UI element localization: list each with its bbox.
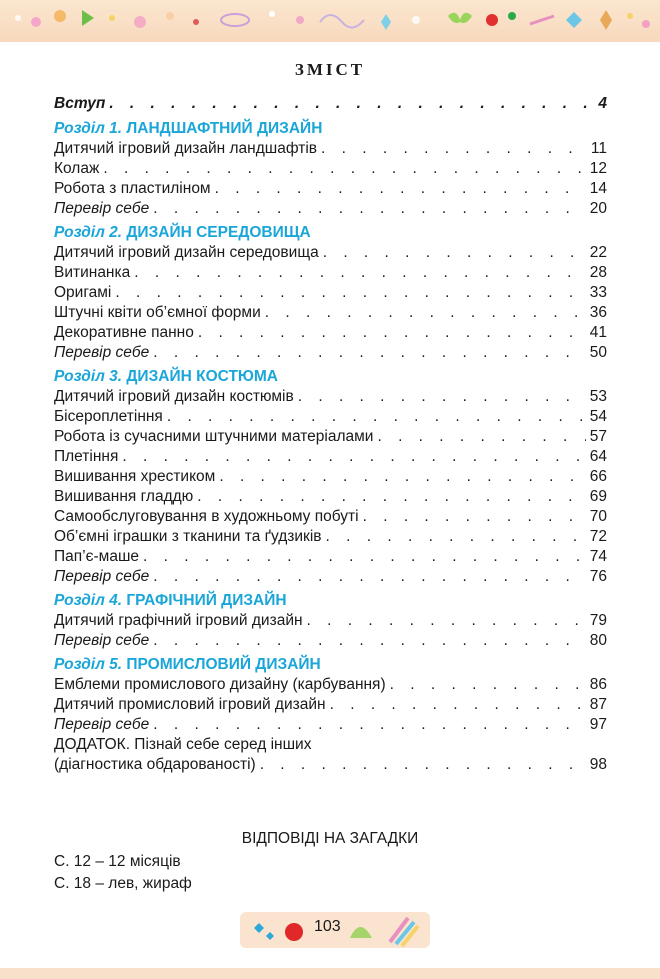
dot-leader [219, 467, 585, 487]
toc-row[interactable] [54, 567, 607, 587]
toc-entry-page: 50 [589, 344, 607, 361]
toc-row[interactable] [54, 547, 607, 567]
toc-entry-label: Колаж [54, 160, 100, 177]
toc-entry-page: 22 [589, 244, 607, 261]
toc-entry-label: Емблеми промислового дизайну (карбування) [54, 676, 386, 693]
toc-entry-page: 98 [589, 756, 607, 773]
toc-entry-label: Перевір себе [54, 632, 150, 649]
dot-leader [215, 179, 586, 199]
toc-entry-page: 4 [598, 95, 607, 112]
dot-leader [321, 139, 587, 159]
section-heading[interactable] [54, 119, 607, 139]
answer-item: С. 18 – лев, жираф [54, 875, 192, 892]
dot-leader [153, 343, 585, 363]
toc-entry-label: Перевір себе [54, 716, 150, 733]
toc-entry-page: 79 [589, 612, 607, 629]
toc-entry-page: 20 [589, 200, 607, 217]
dot-leader [326, 527, 586, 547]
dot-leader [265, 303, 586, 323]
dot-leader [298, 387, 586, 407]
toc-entry-label: Вишивання гладдю [54, 488, 194, 505]
toc-entry-label: Дитячий графічний ігровий дизайн [54, 612, 303, 629]
toc-entry-page: 69 [589, 488, 607, 505]
section-title: ГРАФІЧНИЙ ДИЗАЙН [126, 592, 287, 609]
toc-row[interactable] [54, 263, 607, 283]
answer-item: С. 12 – 12 місяців [54, 853, 181, 870]
toc-entry-page: 74 [589, 548, 607, 565]
decorative-top-border [0, 0, 660, 42]
dot-leader [134, 263, 586, 283]
section-title: ДИЗАЙН КОСТЮМА [126, 368, 278, 385]
toc-row-appendix[interactable] [54, 755, 607, 775]
section-title: ЛАНДШАФТНИЙ ДИЗАЙН [126, 120, 323, 137]
dot-leader [307, 611, 586, 631]
toc-entry-page: 12 [589, 160, 607, 177]
toc-row[interactable] [54, 199, 607, 219]
dot-leader [330, 695, 586, 715]
toc-entry-label: Перевір себе [54, 200, 150, 217]
toc-entry-label: Самообслуговування в художньому побуті [54, 508, 359, 525]
toc-row[interactable] [54, 387, 607, 407]
page-title: ЗМІСТ [294, 60, 366, 79]
dot-leader [122, 447, 585, 467]
toc-row[interactable] [54, 179, 607, 199]
section-heading[interactable] [54, 655, 607, 675]
section-heading[interactable] [54, 223, 607, 243]
toc-row[interactable] [54, 507, 607, 527]
section-number: Розділ 5. [54, 656, 123, 673]
toc-entry-label: Перевір себе [54, 344, 150, 361]
dot-leader [323, 243, 586, 263]
toc-entry-page: 64 [589, 448, 607, 465]
answers-heading: ВІДПОВІДІ НА ЗАГАДКИ [241, 830, 419, 847]
toc-row[interactable] [54, 631, 607, 651]
toc-row[interactable] [54, 243, 607, 263]
dot-leader [109, 94, 594, 114]
toc-row[interactable] [54, 407, 607, 427]
toc-entry-page: 41 [589, 324, 607, 341]
section-number: Розділ 2. [54, 224, 123, 241]
toc-entry-label: Вступ [54, 95, 106, 112]
toc-row[interactable] [54, 283, 607, 303]
page-footer [240, 908, 430, 952]
toc-entry-page: 97 [589, 716, 607, 733]
toc-entry-label: Дитячий ігровий дизайн ландшафтів [54, 140, 318, 157]
toc-entry-label: Пап’є-маше [54, 548, 140, 565]
toc-entry-page: 11 [590, 140, 607, 157]
toc-row[interactable] [54, 467, 607, 487]
section-title: ПРОМИСЛОВИЙ ДИЗАЙН [126, 656, 321, 673]
toc-row[interactable] [54, 487, 607, 507]
toc-entry-page: 80 [589, 632, 607, 649]
toc-entry-label: Дитячий ігровий дизайн костюмів [54, 388, 294, 405]
toc-entry-label: Перевір себе [54, 568, 150, 585]
toc-entry-page: 76 [589, 568, 607, 585]
toc-row-intro[interactable] [54, 94, 607, 114]
toc-entry-label: Вишивання хрестиком [54, 468, 216, 485]
toc-entry-page: 70 [589, 508, 607, 525]
dot-leader [377, 427, 585, 447]
section-title: ДИЗАЙН СЕРЕДОВИЩА [126, 224, 311, 241]
toc-row[interactable] [54, 303, 607, 323]
toc-entry-page: 54 [589, 408, 607, 425]
section-number: Розділ 4. [54, 592, 123, 609]
toc-entry-page: 28 [589, 264, 607, 281]
toc-entry-page: 36 [589, 304, 607, 321]
toc-entry-page: 33 [589, 284, 607, 301]
toc-sections [54, 119, 607, 735]
toc-row[interactable] [54, 695, 607, 715]
dot-leader [153, 199, 585, 219]
toc-entry-page: 72 [589, 528, 607, 545]
section-number: Розділ 3. [54, 368, 123, 385]
dot-leader [143, 547, 586, 567]
toc-entry-label: Витинанка [54, 264, 131, 281]
toc-entry-label: Дитячий промисловий ігровий дизайн [54, 696, 326, 713]
toc-entry-label: (діагностика обдарованості) [54, 756, 256, 773]
toc-row[interactable] [54, 159, 607, 179]
toc-row[interactable] [54, 675, 607, 695]
toc-entry-label: Дитячий ігровий дизайн середовища [54, 244, 319, 261]
dot-leader [390, 675, 586, 695]
toc-row[interactable] [54, 447, 607, 467]
dot-leader [167, 407, 586, 427]
toc-entry-page: 14 [589, 180, 607, 197]
dot-leader [363, 507, 586, 527]
toc-entry-page: 53 [589, 388, 607, 405]
dot-leader [153, 715, 585, 735]
toc-entry-page: 57 [589, 428, 607, 445]
table-of-contents [54, 94, 607, 775]
toc-row[interactable] [54, 611, 607, 631]
toc-entry-label: Оригамі [54, 284, 112, 301]
toc-entry-label: Робота з пластиліном [54, 180, 211, 197]
toc-entry-label: Штучні квіти об’ємної форми [54, 304, 261, 321]
toc-entry-label: Плетіння [54, 448, 119, 465]
toc-entry-page: 86 [589, 676, 607, 693]
dot-leader [197, 487, 585, 507]
page-number: 103 [314, 918, 341, 935]
toc-entry-label: Бісероплетіння [54, 408, 163, 425]
toc-entry-label: Об’ємні іграшки з тканини та ґудзиків [54, 528, 322, 545]
toc-row[interactable] [54, 139, 607, 159]
toc-row[interactable] [54, 527, 607, 547]
appendix-line-1[interactable]: ДОДАТОК. Пізнай себе серед інших [54, 736, 312, 753]
answers-list [54, 851, 192, 895]
section-heading[interactable] [54, 591, 607, 611]
toc-row[interactable] [54, 715, 607, 735]
dot-leader [153, 567, 585, 587]
toc-entry-page: 66 [589, 468, 607, 485]
decorative-ornaments [0, 0, 660, 42]
section-heading[interactable] [54, 367, 607, 387]
dot-leader [103, 159, 585, 179]
dot-leader [260, 755, 586, 775]
toc-entry-label: Декоративне панно [54, 324, 194, 341]
toc-entry-page: 87 [589, 696, 607, 713]
dot-leader [115, 283, 585, 303]
toc-row[interactable] [54, 427, 607, 447]
section-number: Розділ 1. [54, 120, 123, 137]
toc-entry-label: Робота із сучасними штучними матеріалами [54, 428, 374, 445]
dot-leader [153, 631, 585, 651]
dot-leader [198, 323, 586, 343]
toc-row[interactable] [54, 323, 607, 343]
decorative-bottom-border [0, 968, 660, 979]
toc-row[interactable] [54, 343, 607, 363]
